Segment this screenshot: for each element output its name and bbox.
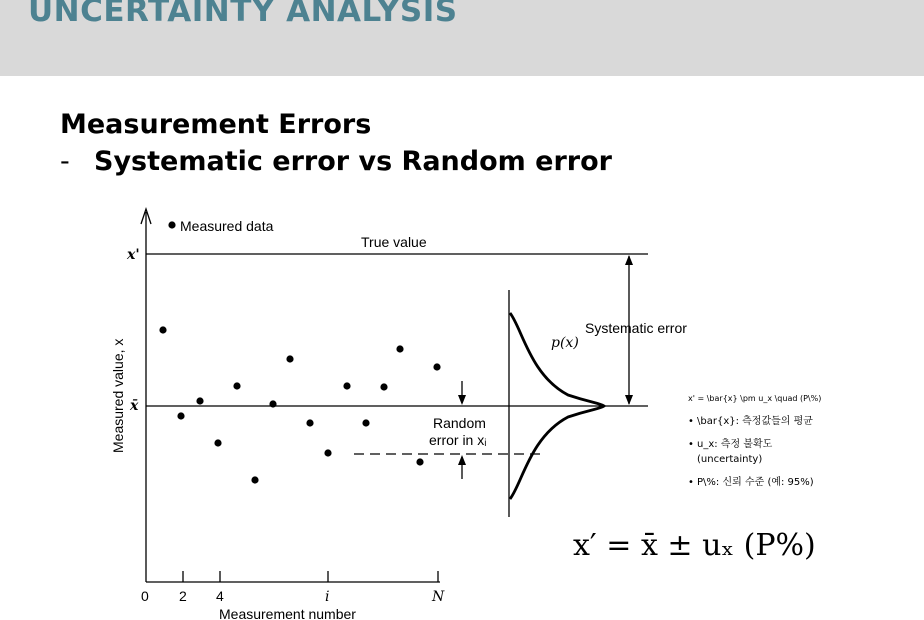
data-point bbox=[396, 345, 403, 352]
data-point bbox=[343, 382, 350, 389]
random-error-arrowhead-bottom bbox=[458, 455, 466, 465]
systematic-error-label: Systematic error bbox=[585, 320, 687, 336]
data-point bbox=[196, 397, 203, 404]
x-axis-label: Measurement number bbox=[219, 606, 356, 620]
note-bullet: • bbox=[688, 416, 694, 427]
px-label: p(x) bbox=[551, 335, 579, 351]
slide-title: UNCERTAINTY ANALYSIS bbox=[28, 0, 458, 29]
note-bullet: • bbox=[688, 477, 694, 488]
y-axis-label: Measured value, x bbox=[110, 338, 126, 453]
data-point bbox=[269, 400, 276, 407]
legend-label: Measured data bbox=[180, 218, 274, 234]
random-error-label-line-2: error in xᵢ bbox=[429, 432, 487, 448]
note-bullet: • bbox=[688, 439, 694, 450]
x-tick-label-n: N bbox=[432, 589, 445, 605]
x-bar-label: x̄ bbox=[130, 398, 139, 414]
note-formula: x' = \bar{x} \pm u_x \quad (P\%) bbox=[688, 394, 822, 403]
note-confidence: P\%: 신뢰 수준 (예: 95%) bbox=[697, 477, 814, 488]
data-point bbox=[233, 382, 240, 389]
heading-line-1: Measurement Errors bbox=[60, 109, 372, 140]
data-point bbox=[380, 383, 387, 390]
data-point bbox=[286, 355, 293, 362]
x-prime-label: x' bbox=[127, 247, 140, 263]
systematic-error-arrowhead-top bbox=[625, 255, 633, 265]
uncertainty-formula: x′ = x̄ ± uₓ (P%) bbox=[573, 528, 816, 563]
data-point bbox=[159, 326, 166, 333]
data-point bbox=[362, 419, 369, 426]
note-uncertainty: u_x: 측정 불확도 bbox=[697, 439, 773, 450]
x-tick-label-4: 4 bbox=[216, 588, 224, 604]
heading-line-2-text: Systematic error vs Random error bbox=[94, 146, 612, 177]
heading-dash: - bbox=[60, 146, 70, 177]
legend-marker bbox=[168, 221, 175, 228]
data-point bbox=[214, 439, 221, 446]
systematic-error-arrowhead-bottom bbox=[625, 395, 633, 405]
random-error-label-line-1: Random bbox=[433, 415, 486, 431]
random-error-arrowhead-top bbox=[458, 395, 466, 405]
data-point bbox=[251, 476, 258, 483]
true-value-label: True value bbox=[361, 234, 427, 250]
x-tick-label-2: 2 bbox=[179, 588, 187, 604]
data-point bbox=[433, 363, 440, 370]
data-point bbox=[306, 419, 313, 426]
note-uncertainty-en: (uncertainty) bbox=[697, 454, 763, 465]
data-point bbox=[416, 458, 423, 465]
note-mean: \bar{x}: 측정값들의 평균 bbox=[697, 416, 813, 427]
data-point bbox=[177, 412, 184, 419]
data-point bbox=[324, 449, 331, 456]
x-tick-label-0: 0 bbox=[141, 588, 149, 604]
x-tick-label-i: i bbox=[325, 589, 330, 605]
